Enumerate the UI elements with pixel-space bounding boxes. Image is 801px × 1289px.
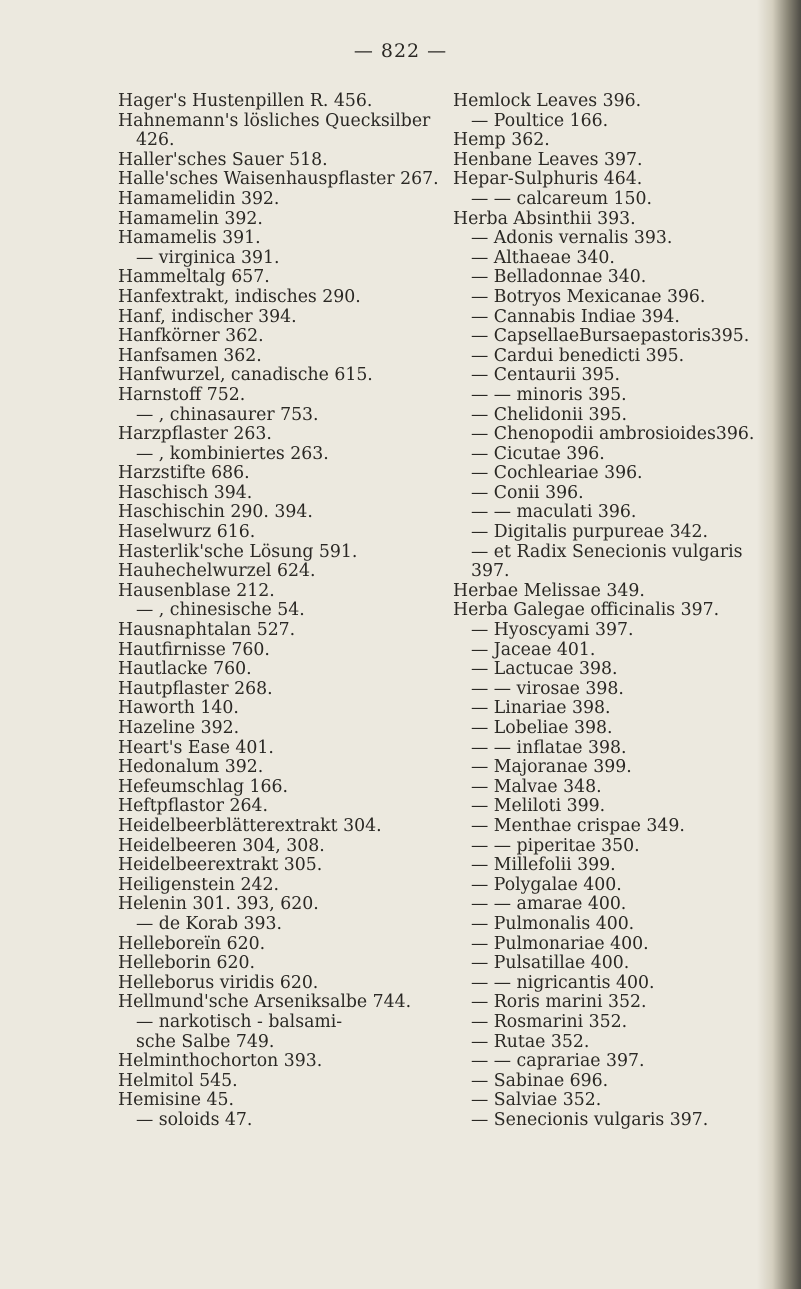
index-entry: — Belladonnae 340. — [471, 267, 647, 288]
index-entry: Hauhechelwurzel 624. — [118, 561, 316, 582]
index-entry: Haschischin 290. 394. — [118, 502, 313, 523]
index-entry: Helleborus viridis 620. — [118, 972, 319, 993]
index-entry: Haller'sches Sauer 518. — [118, 149, 328, 170]
index-entry: — narkotisch - balsami- — [136, 1011, 343, 1032]
index-entry: — Salviae 352. — [471, 1090, 602, 1111]
index-entry: — Cannabis Indiae 394. — [471, 306, 680, 327]
index-entry: — Pulmonalis 400. — [471, 913, 635, 934]
index-entry: Helminthochorton 393. — [118, 1051, 323, 1072]
index-entry: Heiligenstein 242. — [118, 874, 279, 895]
index-entry: Hefeumschlag 166. — [118, 776, 288, 797]
index-entry: Herba Absinthii 393. — [453, 208, 636, 229]
index-entry: Hahnemann's lösliches Quecksilber — [118, 110, 431, 131]
index-entry: — Rutae 352. — [471, 1031, 590, 1052]
index-entry: Hautfirnisse 760. — [118, 639, 270, 660]
index-entry: — Hyoscyami 397. — [471, 620, 634, 641]
index-entry: Hemlock Leaves 396. — [453, 91, 642, 111]
index-entry: — Poultice 166. — [471, 110, 609, 131]
index-entry: — Digitalis purpureae 342. — [471, 522, 709, 543]
index-entry: — CapsellaeBursaepastoris395. — [471, 326, 750, 347]
index-entry: Hemp 362. — [453, 130, 550, 151]
index-entry: Hazeline 392. — [118, 718, 240, 738]
index-entry: — virginica 391. — [136, 247, 280, 268]
index-entry: Heidelbeerblätterextrakt 304. — [118, 815, 382, 836]
index-entry: — — nigricantis 400. — [471, 972, 655, 993]
index-column-right — [453, 92, 773, 1130]
index-column-left — [118, 91, 439, 1130]
index-entry: — Cardui benedicti 395. — [471, 345, 685, 366]
index-entry: sche Salbe 749. — [136, 1031, 275, 1052]
index-entry: — de Korab 393. — [136, 913, 283, 934]
index-entry: Haschisch 394. — [118, 482, 253, 503]
index-entry: — , kombiniertes 263. — [136, 443, 329, 464]
index-entry: Hausnaphtalan 527. — [118, 620, 296, 641]
index-entry: — — amarae 400. — [471, 894, 627, 915]
index-entry: Herba Galegae officinalis 397. — [453, 600, 720, 621]
index-entry: Herbae Melissae 349. — [453, 580, 645, 601]
index-entry: — Linariae 398. — [471, 698, 611, 719]
index-entry: Hanf, indischer 394. — [118, 306, 297, 327]
index-entry: Helleboreïn 620. — [118, 933, 266, 954]
index-entry: 426. — [136, 130, 175, 151]
index-entry: — — virosae 398. — [471, 678, 624, 699]
index-entry: — Senecionis vulgaris 397. — [471, 1109, 709, 1130]
index-entry: Helenin 301. 393, 620. — [118, 894, 319, 915]
index-entry: — Polygalae 400. — [471, 874, 622, 895]
index-entry: — et Radix Senecionis vulgaris — [471, 541, 743, 562]
index-entry: — Chenopodii ambrosioides396. — [471, 424, 755, 445]
index-entry: Henbane Leaves 397. — [453, 149, 643, 170]
index-entry: — Malvae 348. — [471, 776, 602, 797]
index-entry: Hepar-Sulphuris 464. — [453, 169, 643, 190]
index-entry: Halle'sches Waisenhauspflaster 267. — [118, 169, 439, 190]
index-entry: — Cicutae 396. — [471, 443, 605, 464]
index-entry: Haworth 140. — [118, 698, 239, 719]
index-entry: Hager's Hustenpillen R. 456. — [118, 91, 373, 111]
index-entry: — Botryos Mexicanae 396. — [471, 286, 706, 307]
index-entry: Harnstoff 752. — [118, 384, 246, 405]
index-entry: — Menthae crispae 349. — [471, 815, 685, 836]
index-entry: — — caprariae 397. — [471, 1051, 645, 1072]
index-entry: Hanfwurzel, canadische 615. — [118, 365, 373, 386]
index-entry: Hanfextrakt, indisches 290. — [118, 286, 361, 307]
index-entry: — Pulmonariae 400. — [471, 933, 649, 954]
index-entry: Hautlacke 760. — [118, 659, 252, 680]
index-entry: — Conii 396. — [471, 482, 584, 503]
index-entry: — Majoranae 399. — [471, 757, 632, 778]
index-entry: Heart's Ease 401. — [118, 737, 274, 758]
index-entry: Heidelbeerextrakt 305. — [118, 855, 323, 876]
index-entry: — Althaeae 340. — [471, 247, 615, 268]
index-entry: Hamamelis 391. — [118, 228, 261, 249]
index-entry: Hellmund'sche Arseniksalbe 744. — [118, 992, 412, 1013]
index-entry: — — maculati 396. — [471, 502, 637, 523]
index-entry: Hautpflaster 268. — [118, 678, 273, 699]
index-entry: Hanfsamen 362. — [118, 345, 262, 366]
index-entry: — Centaurii 395. — [471, 365, 621, 386]
index-entry: — Meliloti 399. — [471, 796, 606, 817]
index-entry: — Cochleariae 396. — [471, 463, 643, 484]
index-entry: — Pulsatillae 400. — [471, 953, 630, 974]
index-entry: Heidelbeeren 304, 308. — [118, 835, 325, 856]
index-entry: — Chelidonii 395. — [471, 404, 628, 425]
index-entry: Hammeltalg 657. — [118, 267, 270, 288]
index-entry: Hemisine 45. — [118, 1090, 234, 1111]
index-entry: — Millefolii 399. — [471, 855, 616, 876]
index-entry: — Adonis vernalis 393. — [471, 228, 673, 249]
index-entry: Hamamelidin 392. — [118, 188, 280, 209]
index-entry: — Sabinae 696. — [471, 1070, 609, 1091]
index-entry: — Lactucae 398. — [471, 659, 618, 680]
index-entry: — — piperitae 350. — [471, 835, 640, 856]
index-entry: — Lobeliae 398. — [471, 718, 613, 738]
index-entry: — — minoris 395. — [471, 384, 627, 405]
index-entry: — , chinesische 54. — [136, 600, 305, 621]
index-entry: Heftpflastor 264. — [118, 796, 268, 817]
index-entry: Haselwurz 616. — [118, 522, 256, 543]
index-entry: — Jaceae 401. — [471, 639, 596, 660]
index-entry: Hanfkörner 362. — [118, 326, 264, 347]
index-entry: — Roris marini 352. — [471, 992, 647, 1013]
index-entry: — — calcareum 150. — [471, 188, 653, 209]
index-entry: — , chinasaurer 753. — [136, 404, 319, 425]
index-entry: Hausenblase 212. — [118, 580, 275, 601]
index-entry: — Rosmarini 352. — [471, 1011, 628, 1032]
index-entry: 397. — [471, 561, 510, 582]
index-entry: Helmitol 545. — [118, 1070, 238, 1091]
index-entry: Harzpflaster 263. — [118, 424, 272, 445]
index-entry: — soloids 47. — [136, 1109, 253, 1130]
index-entry: — — inflatae 398. — [471, 737, 627, 758]
page-number: — 822 — — [353, 40, 448, 62]
index-entry: Hamamelin 392. — [118, 208, 263, 229]
index-entry: Helleborin 620. — [118, 953, 255, 974]
index-entry: Harzstifte 686. — [118, 463, 250, 484]
index-entry: Hasterlik'sche Lösung 591. — [118, 541, 358, 562]
index-entry: Hedonalum 392. — [118, 757, 264, 778]
